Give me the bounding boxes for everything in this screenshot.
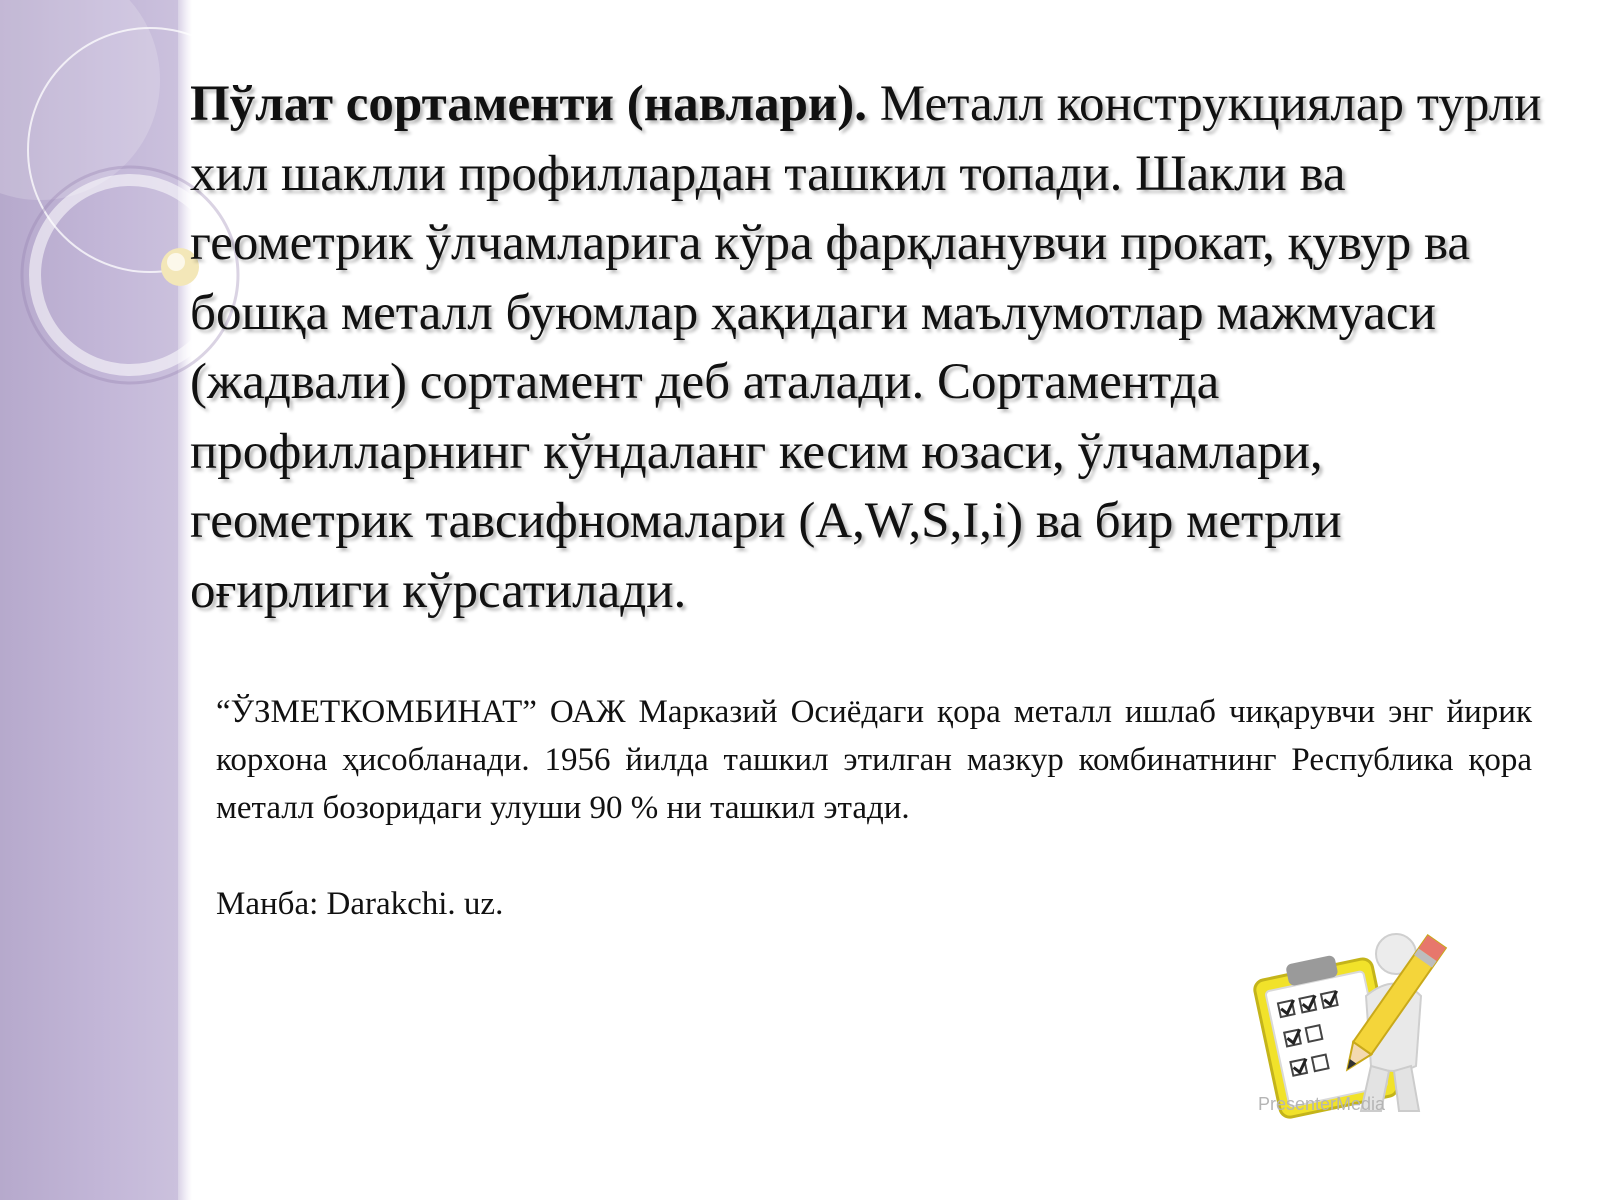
source-line: Манба: Darakchi. uz. (216, 886, 504, 922)
note-paragraph: “ЎЗМЕТКОМБИНАТ” ОАЖ Марказий Осиёдаги қора металл ишлаб чиқарувчи энг йирик корхона ҳисобланади. 1956 йилда ташкил этилган мазкур комбинатнинг Республика қора металл бозоридаги улуши 90 % ни ташкил этади. (216, 694, 1532, 826)
accent-dot-highlight (167, 253, 185, 271)
clipboard-checklist-pencil-figure-icon (1246, 926, 1456, 1122)
clipart-watermark: PresenterMedia (1258, 1094, 1386, 1114)
main-paragraph-body: Металл конструкциялар турли хил шаклли профиллардан ташкил топади. Шакли ва геометрик ўлчамларига кўра фарқланувчи прокат, қувур ва бошқа металл буюмлар ҳақидаги маълумотлар мажмуаси (жадвали) сортамент деб аталади. Сортаментда профилларнинг кўндаланг кесим юзаси, ўлчамлари, геометрик тавсифномалари (A,W,S,I,i) ва бир метрли оғирлиги кўрсатилади. (190, 76, 1542, 619)
main-paragraph (190, 70, 1550, 626)
main-heading-bold: Пўлат сортаменти (навлари). (190, 76, 868, 132)
deco-circle-fill (0, 0, 160, 200)
